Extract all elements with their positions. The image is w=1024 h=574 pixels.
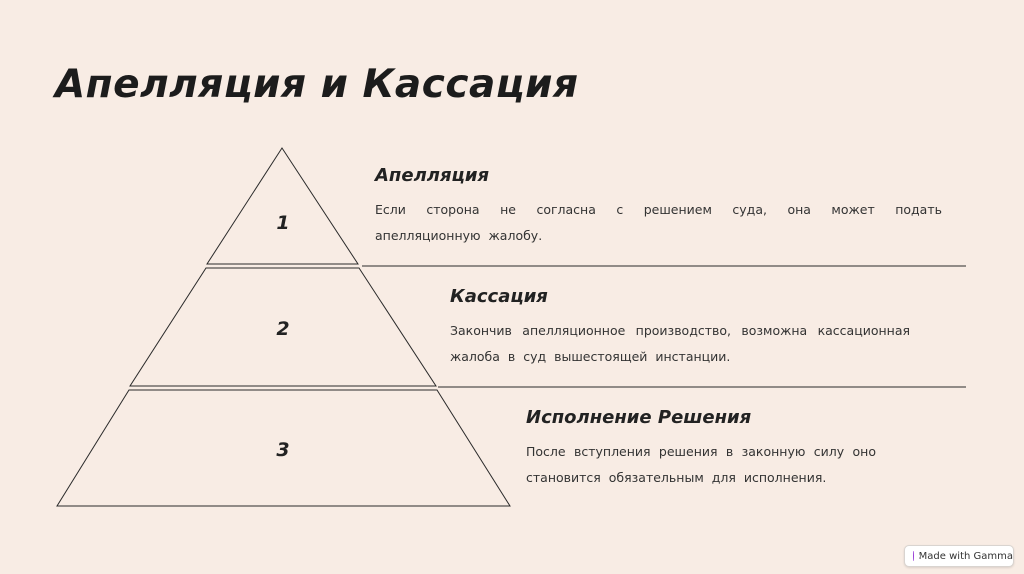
tier-block-3 bbox=[526, 407, 876, 491]
tier-number-1: 1 bbox=[276, 212, 290, 234]
tier-text-3: После вступления решения в законную силу оно становится обязательным для исполнения. bbox=[526, 444, 876, 485]
tier-text-2: Закончив апелляционное производство, возможна кассационная жалоба в суд вышестоящей инстанции. bbox=[450, 323, 910, 364]
pyramid-tier-1 bbox=[207, 148, 358, 264]
tier-number-2: 2 bbox=[276, 318, 290, 340]
tier-block-1 bbox=[375, 165, 942, 249]
tier-heading-2: Кассация bbox=[450, 286, 548, 307]
tier-heading-1: Апелляция bbox=[375, 165, 490, 186]
gamma-logo-icon bbox=[913, 551, 914, 561]
badge-label: Made with Gamma bbox=[918, 550, 1013, 562]
tier-text-1: Если сторона не согласна с решением суда, она может подать апелляционную жалобу. bbox=[375, 202, 942, 243]
tier-number-3: 3 bbox=[276, 439, 290, 461]
tier-block-2 bbox=[450, 286, 910, 370]
slide-title: Апелляция и Кассация bbox=[55, 62, 579, 107]
made-with-gamma-badge[interactable] bbox=[904, 545, 1014, 567]
tier-heading-3: Исполнение Решения bbox=[526, 407, 752, 428]
